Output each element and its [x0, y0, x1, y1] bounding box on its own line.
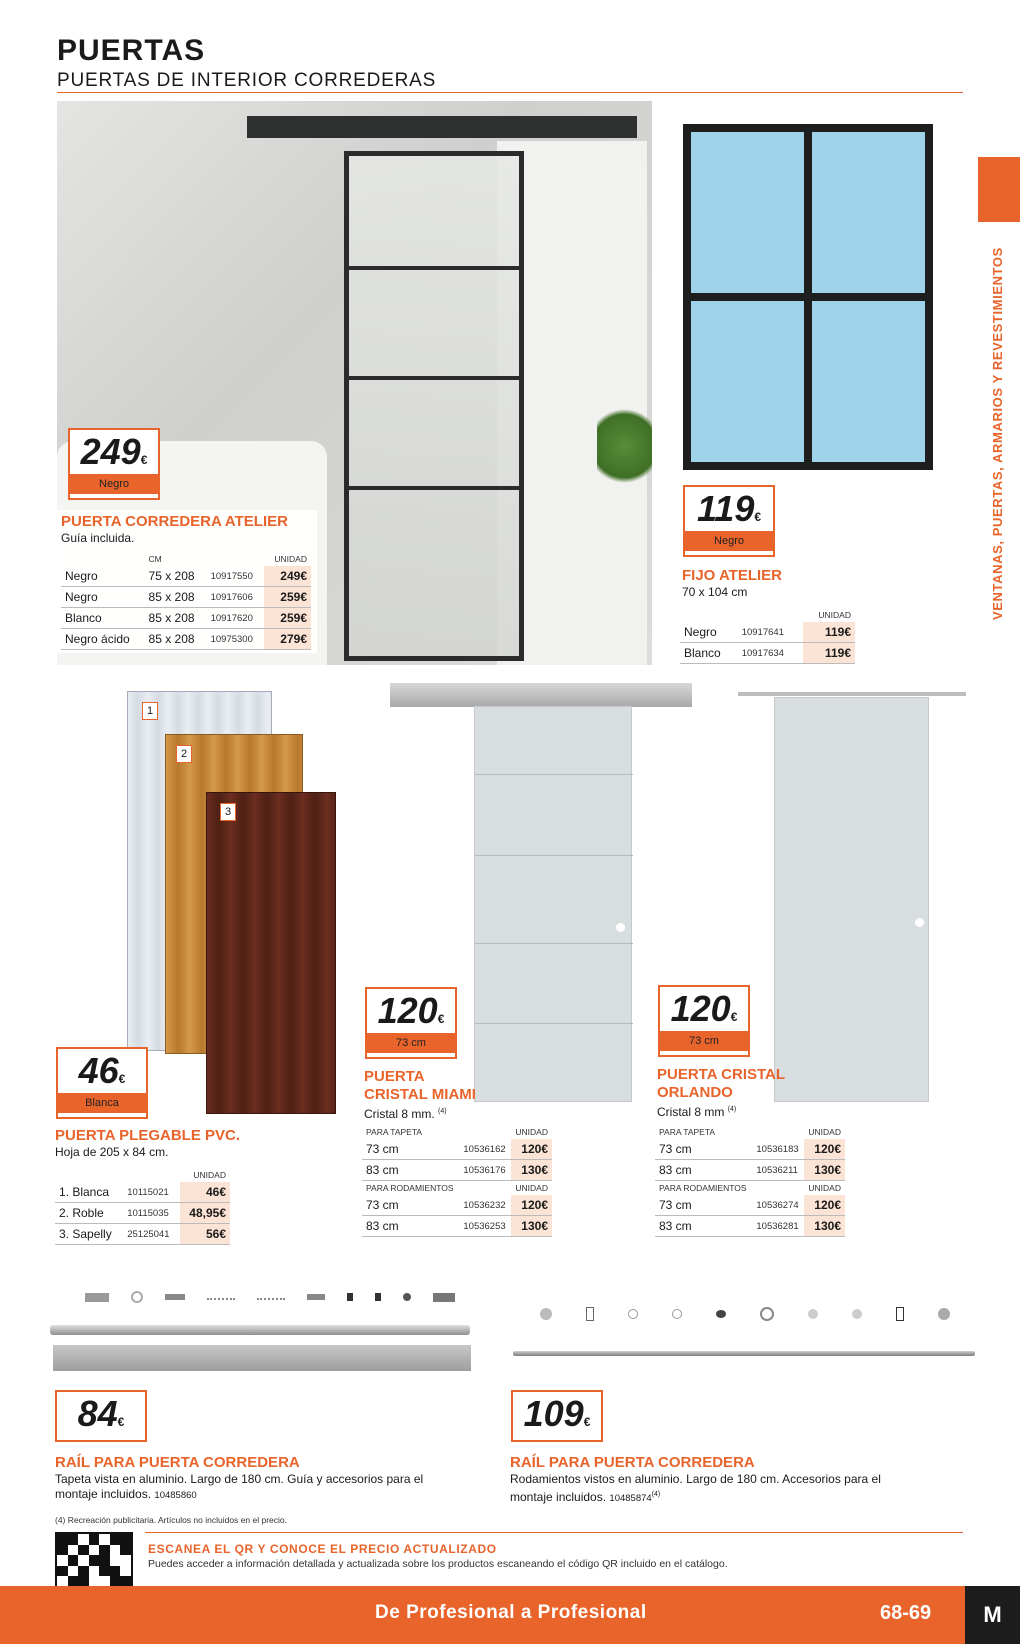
rail1-desc: Tapeta vista en aluminio. Largo de 180 cm. Guía y accesorios para el montaje incluidos. 10485860 [55, 1472, 424, 1501]
table-row: 73 cm 10536232 120€ [362, 1195, 552, 1216]
qr-text: Puedes acceder a información detallada y actualizada sobre los productos escaneando el código QR incluido en el catálogo. [148, 1558, 728, 1570]
table-row: Negro 75 x 208 10917550 249€ [61, 566, 311, 587]
miami-price-tag: 120€ 73 cm [365, 987, 457, 1059]
footer-slogan: De Profesional a Profesional [375, 1602, 647, 1623]
miami-title-2: CRISTAL MIAMI [364, 1086, 476, 1103]
table-row: 2. Roble 10115035 48,95€ [55, 1203, 230, 1224]
atelier-title: PUERTA CORREDERA ATELIER [61, 513, 288, 530]
miami-desc: Cristal 8 mm. $^{(4)}$ [364, 1107, 447, 1121]
rail1-price-tag: 84€ [55, 1390, 147, 1442]
rail2-accessories [540, 1306, 950, 1322]
table-row: Blanco 10917634 119€ [680, 643, 855, 664]
qr-title: ESCANEA EL QR Y CONOCE EL PRECIO ACTUALIZADO [148, 1542, 497, 1556]
rail1-title: RAÍL PARA PUERTA CORREDERA [55, 1454, 300, 1471]
page-subtitle: PUERTAS DE INTERIOR CORREDERAS [57, 70, 437, 91]
table-row: 83 cm 10536253 130€ [362, 1216, 552, 1237]
table-row: 1. Blanca 10115021 46€ [55, 1182, 230, 1203]
orlando-desc: Cristal 8 mm $^{(4)}$ [657, 1105, 737, 1119]
table-row: 83 cm 10536211 130€ [655, 1160, 845, 1181]
rail1-cover [53, 1345, 471, 1371]
table-row: Negro 85 x 208 10917606 259€ [61, 587, 311, 608]
miami-glass-door [474, 706, 632, 1102]
pvc-badge-2: 2 [176, 745, 192, 763]
rail1-accessories [85, 1288, 465, 1306]
table-row: Blanco 85 x 208 10917620 259€ [61, 608, 311, 629]
table-row: 83 cm 10536281 130€ [655, 1216, 845, 1237]
brand-logo: M [965, 1586, 1020, 1644]
atelier-door-glass [344, 151, 524, 661]
footnote: (4) Recreación publicitaria. Artículos no incluidos en el precio. [55, 1515, 287, 1525]
orlando-tables: PARA TAPETA UNIDAD 73 cm 10536183 120€ 83 cm 10536211 130€ PARA RODAMIENTOS UNIDAD 73 cm 10536274 120€ 83 cm 10536281 130€ [655, 1125, 845, 1237]
atelier-price-tag: 249€ Negro [68, 428, 160, 500]
table-row: 73 cm 10536274 120€ [655, 1195, 845, 1216]
orlando-glass-door [774, 697, 929, 1102]
rail2-price-tag: 109€ [511, 1390, 603, 1442]
page-number: 68-69 [880, 1602, 932, 1624]
section-tab [978, 157, 1020, 222]
table-row: Negro ácido 85 x 208 10975300 279€ [61, 629, 311, 650]
table-row: 73 cm 10536162 120€ [362, 1139, 552, 1160]
fijo-desc: 70 x 104 cm [682, 585, 748, 599]
plegable-desc: Hoja de 205 x 84 cm. [55, 1145, 169, 1159]
table-row: 73 cm 10536183 120€ [655, 1139, 845, 1160]
orlando-title-1: PUERTA CRISTAL [657, 1066, 786, 1083]
plegable-table: UNIDAD 1. Blanca 10115021 46€ 2. Roble 10115035 48,95€ 3. Sapelly 25125041 56€ [55, 1168, 230, 1245]
orlando-title-2: ORLANDO [657, 1084, 733, 1101]
atelier-table: CM UNIDAD Negro 75 x 208 10917550 249€ Negro 85 x 208 10917606 259€ Blanco 85 x 208 10917620 259€ Negro ácido 85 x 208 10975300 279€ [61, 552, 311, 650]
page-title: PUERTAS [57, 34, 206, 67]
rail2-desc: Rodamientos vistos en aluminio. Largo de 180 cm. Accesorios para el montaje incluidos. 10485874$^{(4)}$ [510, 1472, 881, 1504]
miami-tables: PARA TAPETA UNIDAD 73 cm 10536162 120€ 83 cm 10536176 130€ PARA RODAMIENTOS UNIDAD 73 cm 10536232 120€ 83 cm 10536253 130€ [362, 1125, 552, 1237]
header-divider [57, 92, 963, 93]
rail2-title: RAÍL PARA PUERTA CORREDERA [510, 1454, 755, 1471]
table-row: Negro 10917641 119€ [680, 622, 855, 643]
orlando-price-tag: 120€ 73 cm [658, 985, 750, 1057]
qr-divider [145, 1532, 963, 1533]
pvc-badge-3: 3 [220, 803, 236, 821]
fijo-price-tag: 119€ Negro [683, 485, 775, 557]
fijo-title: FIJO ATELIER [682, 567, 783, 584]
orlando-rail [738, 692, 966, 696]
miami-title-1: PUERTA [364, 1068, 425, 1085]
section-vertical-label: VENTANAS, PUERTAS, ARMARIOS Y REVESTIMIENTOS [990, 247, 1005, 620]
atelier-info [57, 510, 317, 653]
fijo-table: UNIDAD Negro 10917641 119€ Blanco 10917634 119€ [680, 608, 855, 664]
plegable-price-tag: 46€ Blanca [56, 1047, 148, 1119]
miami-rail [390, 683, 692, 707]
pvc-door-sapelly [206, 792, 336, 1114]
table-row: 3. Sapelly 25125041 56€ [55, 1224, 230, 1245]
pvc-badge-1: 1 [142, 702, 158, 720]
atelier-desc: Guía incluida. [61, 531, 135, 545]
fijo-window-image [683, 124, 933, 470]
rail2-track [513, 1351, 975, 1356]
plegable-title: PUERTA PLEGABLE PVC. [55, 1127, 241, 1144]
table-row: 83 cm 10536176 130€ [362, 1160, 552, 1181]
rail1-track [50, 1325, 470, 1335]
